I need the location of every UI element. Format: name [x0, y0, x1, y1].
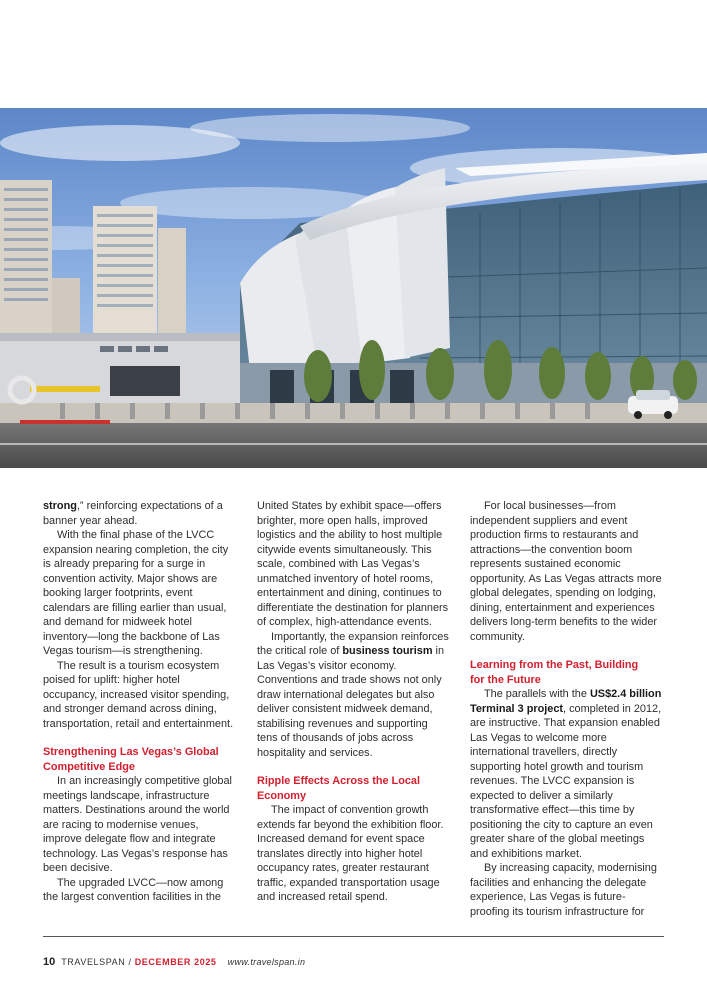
- paragraph-text: , completed in 2012, are instructive. That expansion enabled Las Vegas to welcome more international travellers, directly supporting hotel growth and tourism revenues. The LVCC expansion is expected to deliver a similarly transformative effect—this time by positioning the city to capture an even greater share of the global meetings and exhibitions market.: [470, 702, 662, 860]
- magazine-name: TRAVELSPAN /: [61, 957, 132, 967]
- hero-photo: [0, 108, 707, 468]
- issue-date: DECEMBER 2025: [134, 957, 217, 967]
- paragraph: [470, 687, 662, 861]
- footer-divider: [43, 936, 664, 937]
- page-number: 10: [43, 956, 56, 968]
- heading-line: Competitive Edge: [43, 760, 135, 773]
- paragraph: By increasing capacity, modernising facilities and enhancing the delegate experience, Las Vegas is future-proofing its tourism infrastructure for: [470, 862, 657, 918]
- paragraph: The upgraded LVCC—now among the largest convention facilities in the: [43, 876, 224, 903]
- paragraph: With the final phase of the LVCC expansion nearing completion, the city is already preparing for a surge in convention activity. Major shows are booking larger footprints, event calendars are filling earlier than usual, and demand for midweek hotel inventory—long the backbone of Las Vegas tourism—is strengthening.: [43, 529, 229, 657]
- paragraph: [43, 499, 235, 528]
- paragraph-text: in Las Vegas’s visitor economy. Conventions and trade shows not only draw international delegates but also deliver consistent midweek demand, stabilising revenues and supporting tens of thousands of jobs across hospitality and services.: [257, 645, 445, 759]
- paragraph-text: Importantly, the expansion reinforces the critical role of: [257, 630, 449, 657]
- heading-line: Economy: [257, 789, 307, 802]
- paragraph-text: ,” reinforcing expectations of a banner year ahead.: [43, 500, 223, 527]
- paragraph: The impact of convention growth extends far beyond the exhibition floor. Increased demand for event space translates directly into higher hotel occupancy rates, greater restaurant traffic, expanded transportation usage and increased retail spend.: [257, 804, 444, 903]
- text-column-3: [470, 499, 662, 919]
- paragraph: In an increasingly competitive global meetings landscape, infrastructure matters. Destinations around the world are racing to modernise venues, improve delegate flow and integrate technology. Las Vegas’s response has been decisive.: [43, 775, 232, 874]
- text-column-2: [257, 499, 449, 905]
- heading-line: for the Future: [470, 673, 541, 686]
- heading-line: Strengthening Las Vegas’s Global: [43, 746, 219, 758]
- paragraph: The result is a tourism ecosystem poised for uplift: higher hotel occupancy, increased visitor spending, and stronger demand across dining, transportation, retail and entertainment.: [43, 659, 234, 730]
- heading-line: Learning from the Past, Building: [470, 659, 639, 671]
- section-heading: [43, 745, 235, 774]
- website-link[interactable]: www.travelspan.in: [227, 957, 306, 967]
- text-column-1: [43, 499, 235, 905]
- heading-line: Ripple Effects Across the Local: [257, 775, 420, 787]
- paragraph: United States by exhibit space—offers brighter, more open halls, improved logistics and the ability to host multiple citywide events simultaneously. This scale, combined with Las Vegas’s unmatched inventory of hotel rooms, entertainment and dining, continues to differentiate the destination for planners of complex, high-attendance events.: [257, 500, 449, 628]
- bold-text: business tourism: [342, 645, 433, 657]
- page-footer: [43, 956, 305, 968]
- paragraph: For local businesses—from independent suppliers and event production firms to restaurants and attractions—the convention boom represents sustained economic opportunity. As Las Vegas attracts more global delegates, spending on lodging, dining, entertainment and experiences delivers long-term benefits to the wider community.: [470, 500, 662, 643]
- bold-text: strong: [43, 500, 77, 512]
- bold-text: US$2.4 billion Terminal 3 project: [470, 688, 662, 715]
- paragraph: [257, 630, 449, 761]
- section-heading: [257, 774, 449, 803]
- section-heading: [470, 658, 662, 687]
- paragraph-text: The parallels with the: [484, 688, 590, 700]
